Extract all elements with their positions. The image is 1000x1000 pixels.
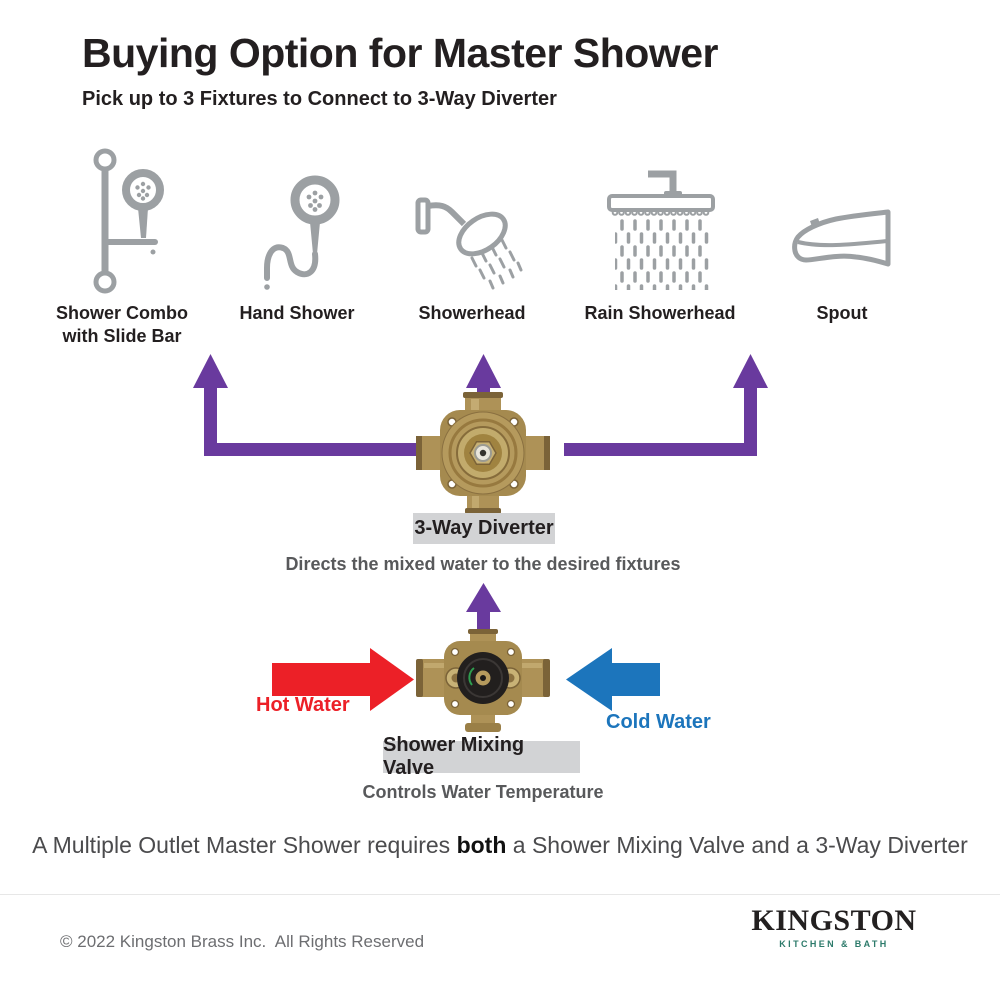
three-way-diverter-valve-image [414, 390, 552, 516]
showerhead-icon [412, 174, 537, 296]
rain-showerhead-icon [593, 166, 728, 296]
footer-divider [0, 894, 1000, 895]
shower-combo-slide-bar-icon [75, 146, 185, 296]
kingston-brand-logo [748, 906, 920, 949]
mixing-valve-description: Controls Water Temperature [362, 782, 604, 802]
page-title: Buying Option for Master Shower [82, 30, 718, 76]
fixture-label-hand-shower: Hand Shower [239, 303, 355, 323]
requirement-note [0, 832, 1000, 859]
tub-spout-icon [786, 208, 894, 270]
brand-name: KINGSTON [751, 904, 917, 937]
page-subtitle: Pick up to 3 Fixtures to Connect to 3-Way Diverter [82, 88, 557, 110]
cold-water-label: Cold Water [606, 711, 711, 733]
shower-mixing-valve-image [414, 627, 552, 735]
note-prefix: A Multiple Outlet Master Shower requires [32, 832, 451, 858]
hot-water-label: Hot Water [256, 694, 350, 716]
mixing-valve-label: Shower Mixing Valve [383, 741, 580, 773]
fixture-label-rain-showerhead: Rain Showerhead [584, 303, 736, 323]
fixture-label-showerhead: Showerhead [418, 303, 526, 323]
hand-shower-icon [243, 168, 353, 298]
diverter-description: Directs the mixed water to the desired fixtures [285, 554, 681, 574]
fixture-label-spout: Spout [816, 303, 868, 323]
cold-water-arrow [566, 648, 660, 711]
note-bold-word: both [456, 832, 507, 858]
fixture-label-shower-combo: Shower Combo with Slide Bar [55, 303, 188, 346]
diverter-label: 3-Way Diverter [413, 513, 555, 544]
brand-tagline: KITCHEN & BATH [779, 939, 889, 949]
copyright-text: © 2022 Kingston Brass Inc. All Rights Reserved [60, 932, 425, 951]
note-suffix: a Shower Mixing Valve and a 3-Way Diverter [512, 832, 968, 858]
